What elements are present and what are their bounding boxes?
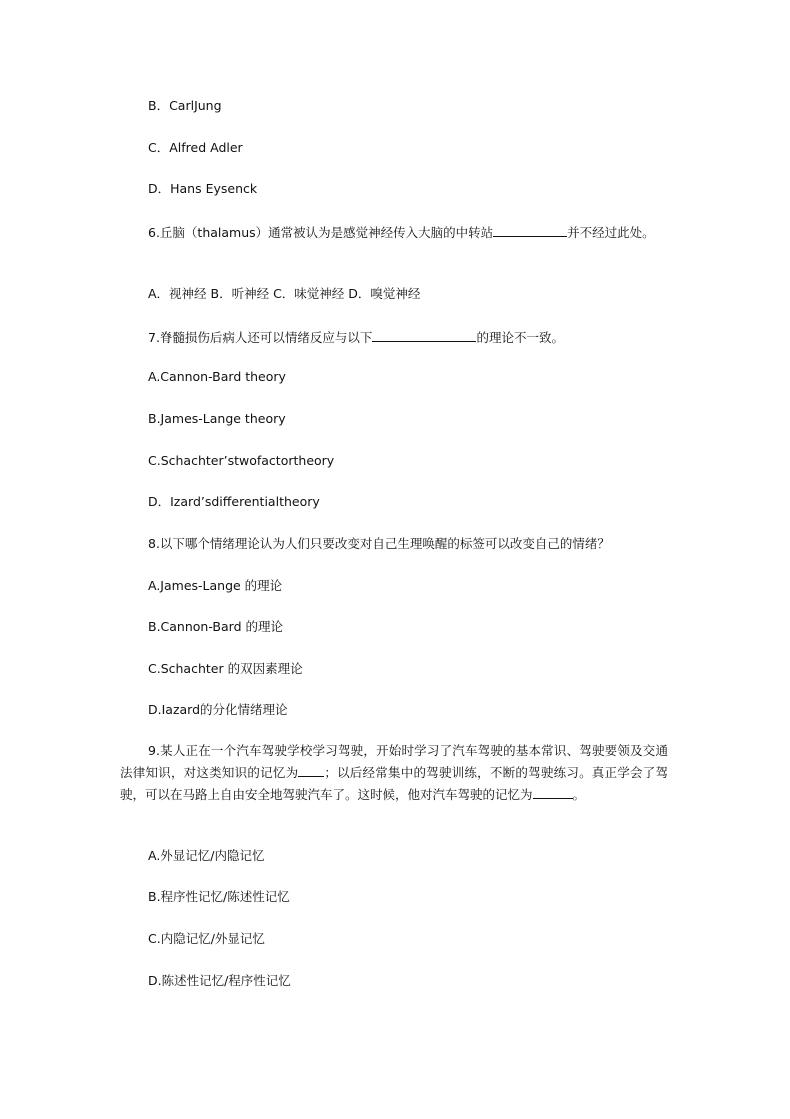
q7-option-c: C.Schachter’stwofactortheory bbox=[148, 453, 335, 468]
q8-option-d: D.Iazard的分化情绪理论 bbox=[148, 702, 288, 717]
q5-option-b: B．CarlJung bbox=[148, 98, 222, 113]
q9-option-d: D.陈述性记忆/程序性记忆 bbox=[148, 973, 291, 988]
q8-option-b: B.Cannon-Bard 的理论 bbox=[148, 619, 283, 634]
q9-answer-blank-1 bbox=[298, 762, 324, 777]
q6-answer-blank bbox=[493, 222, 567, 237]
q7-answer-blank bbox=[372, 327, 476, 342]
q9-stem-part1: 9.某人正在一个汽车驾驶学校学习驾驶，开始时学习了汽车驾驶的基本常识、驾驶要领及交通法律知识，对这类知识的记忆为 bbox=[120, 743, 668, 780]
q8-option-a: A.James-Lange 的理论 bbox=[148, 578, 283, 593]
q6-stem-before: 6.丘脑（thalamus）通常被认为是感觉神经传入大脑的中转站 bbox=[148, 225, 494, 240]
q7-option-d: D．Izard’sdifferentialtheory bbox=[148, 494, 320, 509]
q8-option-c: C.Schachter 的双因素理论 bbox=[148, 661, 303, 676]
q9-option-a: A.外显记忆/内隐记忆 bbox=[148, 848, 265, 863]
q9-stem-part2: ；以后经常集中的驾驶训练，不断的驾驶练习。真正学会了驾驶，可以在马路上自由安全地驾驶汽车了。这时候，他对汽车驾驶的记忆为 bbox=[120, 765, 668, 802]
q7-option-b: B.James-Lange theory bbox=[148, 411, 286, 426]
q6-stem bbox=[120, 222, 668, 244]
q7-option-a: A.Cannon-Bard theory bbox=[148, 369, 286, 384]
q6-stem-after: 并不经过此处。 bbox=[567, 225, 655, 240]
q5-option-d: D．Hans Eysenck bbox=[148, 181, 258, 196]
q9-option-c: C.内隐记忆/外显记忆 bbox=[148, 931, 265, 946]
q7-stem-after: 的理论不一致。 bbox=[476, 330, 564, 345]
q8-stem: 8.以下哪个情绪理论认为人们只要改变对自己生理唤醒的标签可以改变自己的情绪？ bbox=[148, 536, 610, 551]
q9-stem-part3: 。 bbox=[572, 787, 586, 802]
q6-options: A．视神经 B．听神经 C．味觉神经 D．嗅觉神经 bbox=[148, 286, 421, 301]
q9-stem bbox=[120, 740, 668, 806]
q5-option-c: C．Alfred Adler bbox=[148, 140, 243, 155]
q9-answer-blank-2 bbox=[533, 784, 573, 799]
q7-stem-before: 7.脊髓损伤后病人还可以情绪反应与以下 bbox=[148, 330, 373, 345]
q7-stem bbox=[148, 327, 564, 347]
q9-option-b: B.程序性记忆/陈述性记忆 bbox=[148, 889, 290, 904]
